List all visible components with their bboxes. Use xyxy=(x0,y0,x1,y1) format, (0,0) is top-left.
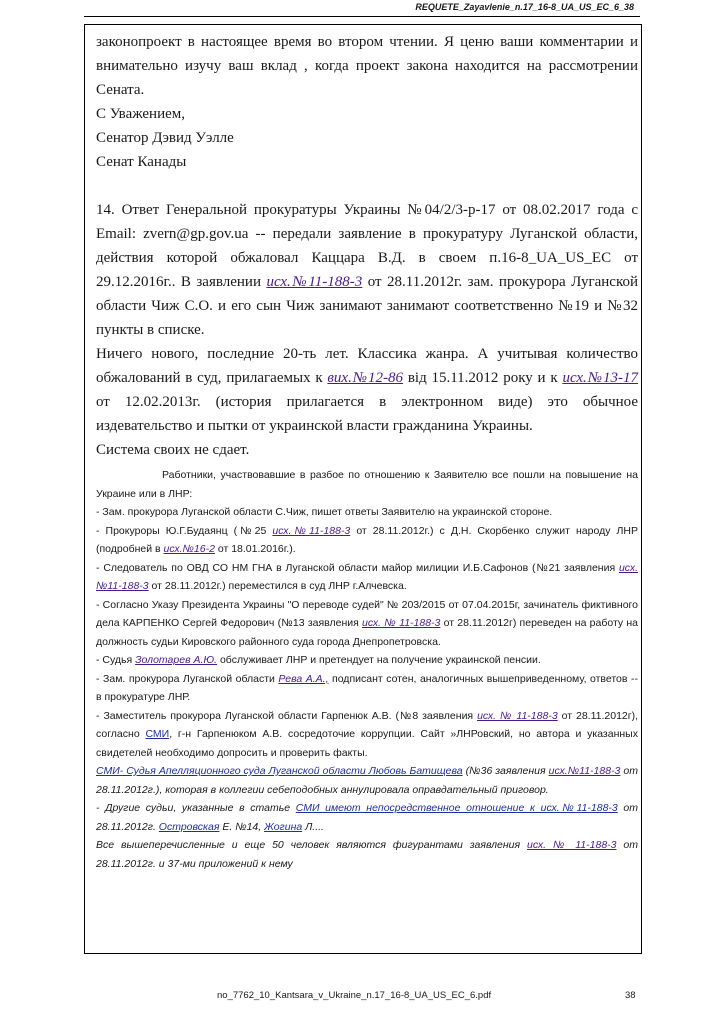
list-item-link[interactable]: исх. № 11-188-3 xyxy=(527,839,617,851)
list-item-link[interactable]: Жогина xyxy=(264,820,303,833)
spacer xyxy=(96,174,638,198)
list-item-text: - Следователь по ОВД СО НМ ГНА в Луганской области майор милиции И.Б.Сафонов (№21 заявления xyxy=(96,561,619,574)
list-item-text: - Судья xyxy=(96,654,136,666)
list-item-text: Е. №14, xyxy=(219,820,265,833)
list-item-text: (№36 заявления xyxy=(462,765,549,777)
list-item-link[interactable]: исх. № 11-188-3 xyxy=(477,709,558,722)
list-item-link[interactable]: Золотарев А.Ю. xyxy=(135,654,218,666)
letter-org: Сенат Канады xyxy=(96,154,187,170)
list-item-link[interactable]: исх. № 11-188-3 xyxy=(362,617,441,629)
header-doc-ref: REQUETE_Zayavlenie_n.17_16-8_UA_US_EC_6_38 xyxy=(415,2,634,12)
comment-link-2[interactable]: исх.№13-17 xyxy=(562,370,638,386)
header-rule xyxy=(84,16,640,17)
list-item-text: от 28.11.2012г.) с Д.Н. Скорбенко служит народу ЛНР (подробней в xyxy=(96,524,638,555)
list-item-text: , г-н Гарпенюком А.В. сосредоточие коррупции. Сайт »ЛНРовский, но автора и указанных свидетелей необходимо допросить и проверить факты. xyxy=(96,728,638,759)
list-item-link[interactable]: СМИ имеют непосредственное отношение к исх.№11-188-3 xyxy=(295,802,618,814)
list-item-link[interactable]: исх.№16-2 xyxy=(163,543,215,555)
letter-signer: Сенатор Дэвид Уэлле xyxy=(96,130,234,146)
list-intro: Работники, участвовавшие в разбое по отношению к Заявителю все пошли на повышение на Украине или в ЛНР: xyxy=(96,469,638,500)
list-item-text: от 28.11.2012г.), которая в коллегии себеподобных аннулировала оправдательный приговор. xyxy=(96,765,638,796)
page-number: 38 xyxy=(625,990,636,1001)
list-item-text: от 28.11.2012г) переведен на работу на должность судьи Кировского районного суда города Днепропетровска. xyxy=(96,617,638,648)
comment-paragraph xyxy=(96,342,638,438)
comment-link-1[interactable]: вих.№12-86 xyxy=(327,370,404,386)
system-sentence: Система своих не сдает. xyxy=(96,442,250,458)
list-item-text: от 28.11.2012г. и 37-ми приложений к нему xyxy=(96,839,638,870)
item-14-link-1[interactable]: исх.№11-188-3 xyxy=(266,274,363,290)
letter-closing-text: законопроект в настоящее время во втором чтении. Я ценю ваши комментарии и внимательно изучу ваш вклад , когда проект закона находится на рассмотрении Сената. xyxy=(96,34,638,98)
list-item xyxy=(96,836,638,873)
item-14-text-1: 14. Ответ Генеральной прокуратуры Украины №04/2/3-р-17 от 08.02.2017 года с Email: zvern@gp.gov.ua -- передали заявление в прокуратуру Луганской области, действия которой обжаловал Каццара В.Д. в своем п.16-8_UA_US_EC от 29.12.2016г.. В заявлении xyxy=(96,202,638,290)
letter-regards: С Уважением, xyxy=(96,106,186,122)
list-item-text: Л.... xyxy=(302,820,324,833)
list-item-text: - Согласно Указу Президента Украины "О переводе судей" № 203/2015 от 07.04.2015г, зачинатель фиктивного дела КАРПЕНКО Сергей Федорович (№13 заявления xyxy=(96,598,638,629)
list-item xyxy=(96,762,638,799)
footer-filename: no_7762_10_Kantsara_v_Ukraine_n.17_16-8_UA_US_EC_6.pdf xyxy=(217,990,492,1001)
list-item xyxy=(96,651,638,670)
list-item-text: от 28.11.2012г), согласно xyxy=(96,709,639,740)
list-item-text: - Заместитель прокурора Луганской области Гарпенюк А.В. (№8 заявления xyxy=(96,709,478,722)
list-item-link[interactable]: Островская xyxy=(158,820,220,833)
list-item-text: от 28.11.2012г. xyxy=(96,802,638,833)
comment-text-3: от 12.02.2013г. (история прилагается в электронном виде) это обычное издевательство и пытки от украинской власти гражданина Украины. xyxy=(96,394,638,434)
list-item-link[interactable]: исх.№11-188-3 xyxy=(548,765,621,777)
list-item-text: - Прокуроры Ю.Г.Будаянц (№25 xyxy=(96,524,273,537)
list-item xyxy=(96,596,638,652)
officials-list xyxy=(96,466,638,873)
list-item xyxy=(96,522,638,559)
comment-text-2: від 15.11.2012 року и к xyxy=(403,370,563,386)
list-item xyxy=(96,559,638,596)
list-item-link[interactable]: СМИ xyxy=(145,728,170,740)
list-item-text: - Другие судьи, указанные в статье xyxy=(96,802,296,814)
list-item-link[interactable]: Рева А.А., xyxy=(278,672,329,685)
list-item: - Зам. прокурора Луганской области С.Чиж, пишет ответы Заявителю на украинской стороне. xyxy=(96,506,553,518)
page-content xyxy=(96,30,638,873)
list-item-text: Все вышеперечисленные и еще 50 человек являются фигурантами заявления xyxy=(96,839,528,851)
list-item-text: от 28.11.2012г.) переместился в суд ЛНР г.Алчевска. xyxy=(148,580,407,592)
list-item xyxy=(96,670,638,707)
item-14-paragraph xyxy=(96,198,638,342)
list-item-text: подписант сотен, аналогичных вышеприведенному, ответов -- в прокуратуре ЛНР. xyxy=(96,672,638,703)
list-item-text: обслуживает ЛНР и претендует на получение украинской пенсии. xyxy=(217,654,541,666)
list-item-link[interactable]: СМИ- Судья Апелляционного суда Луганской области Любовь Батищева xyxy=(96,765,463,777)
list-item-link[interactable]: исх.№11-188-3 xyxy=(96,561,638,592)
list-item-link[interactable]: исх.№11-188-3 xyxy=(272,524,351,537)
list-item xyxy=(96,799,638,836)
comment-text-1: Ничего нового, последние 20-ть лет. Классика жанра. А учитывая количество обжалований в суд, прилагаемых к xyxy=(96,346,638,386)
list-item xyxy=(96,707,638,763)
list-item-text: от 18.01.2016г.). xyxy=(214,543,296,555)
list-item-text: - Зам. прокурора Луганской области xyxy=(96,672,279,685)
item-14-text-2: от 28.11.2012г. зам. прокурора Луганской области Чиж С.О. и его сын Чиж занимают занимают соответственно №19 и №32 пункты в списке. xyxy=(96,274,638,338)
